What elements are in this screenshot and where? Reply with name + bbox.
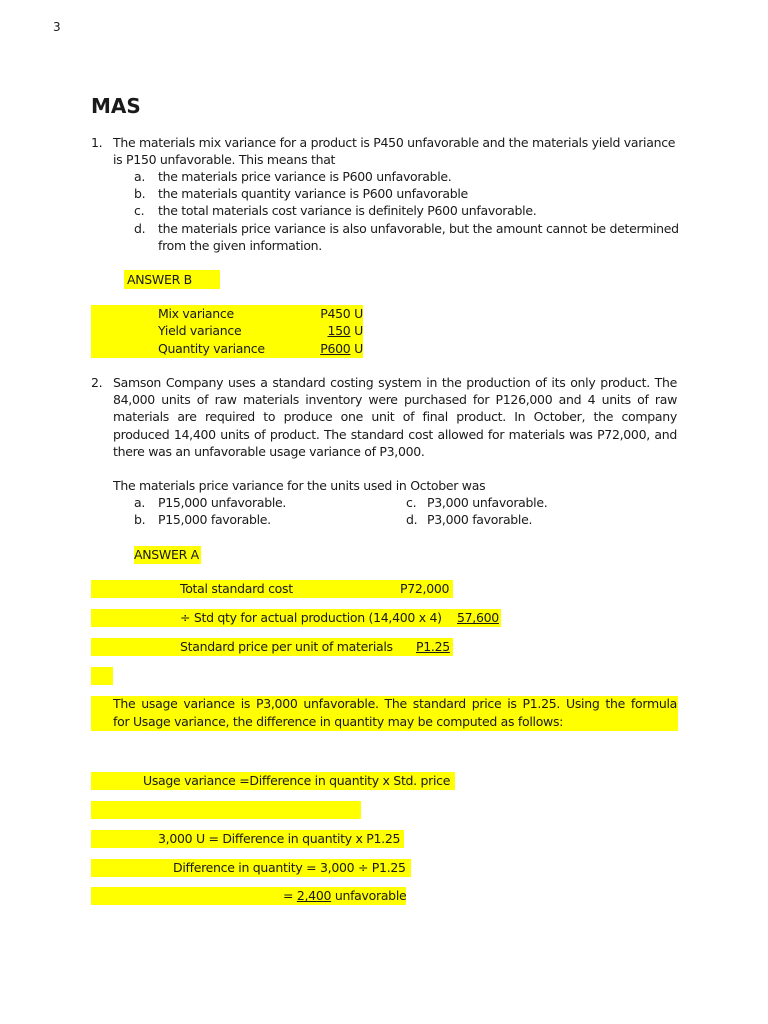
calc-value: P1.25 xyxy=(416,639,450,654)
choice-letter: c. xyxy=(406,495,417,510)
choice-text: P15,000 unfavorable. xyxy=(158,495,287,510)
question-number: 1. xyxy=(91,135,103,150)
choice-text: P3,000 favorable. xyxy=(427,512,533,527)
formula-line: 3,000 U = Difference in quantity x P1.25 xyxy=(158,831,401,846)
question-stem-line: is P150 unfavorable. This means that xyxy=(113,152,336,167)
choice-letter: a. xyxy=(134,169,146,184)
choice-text: the materials quantity variance is P600 unfavorable xyxy=(158,186,468,201)
choice-text: the total materials cost variance is definitely P600 unfavorable. xyxy=(158,203,537,218)
formula-line: Usage variance =Difference in quantity x Std. price xyxy=(143,773,451,788)
formula-line: Difference in quantity = 3,000 ÷ P1.25 xyxy=(173,860,406,875)
table-row-value: 150 U xyxy=(327,323,363,338)
question-stem-line: Samson Company uses a standard costing system in the production of its only product. The xyxy=(113,375,677,390)
question-stem-line: materials are required to produce one unit of final product. In October, the company xyxy=(113,409,677,424)
calc-label: Standard price per unit of materials xyxy=(180,639,393,654)
choice-letter: b. xyxy=(134,186,146,201)
calc-label: Total standard cost xyxy=(180,581,293,596)
table-row-label: Yield variance xyxy=(158,323,242,338)
choice-text: P15,000 favorable. xyxy=(158,512,271,527)
choice-letter: b. xyxy=(134,512,146,527)
page-number: 3 xyxy=(53,20,61,34)
choice-text: the materials price variance is P600 unfavorable. xyxy=(158,169,452,184)
formula-result: = 2,400 unfavorable xyxy=(283,888,407,903)
choice-letter: c. xyxy=(134,203,145,218)
question-stem-line: The materials mix variance for a product is P450 unfavorable and the materials yield variance xyxy=(113,135,676,150)
empty-row-highlight xyxy=(91,801,361,819)
question-number: 2. xyxy=(91,375,103,390)
table-row-value: P450 U xyxy=(320,306,363,321)
question-stem-line: 84,000 units of raw materials inventory were purchased for P126,000 and 4 units of raw xyxy=(113,392,677,407)
page-title: MAS xyxy=(91,94,141,118)
calc-value: 57,600 xyxy=(457,610,499,625)
explanation-line: The usage variance is P3,000 unfavorable. The standard price is P1.25. Using the formula xyxy=(113,696,677,711)
table-row-label: Quantity variance xyxy=(158,341,265,356)
table-row-value: P600 U xyxy=(320,341,363,356)
question-stem-line: produced 14,400 units of product. The standard cost allowed for materials was P72,000, and xyxy=(113,427,677,442)
calc-value: P72,000 xyxy=(400,581,450,596)
answer-label: ANSWER A xyxy=(134,547,199,562)
choice-letter: d. xyxy=(134,221,146,236)
table-row-label: Mix variance xyxy=(158,306,234,321)
choice-letter: d. xyxy=(406,512,418,527)
calc-label: ÷ Std qty for actual production (14,400 x 4) xyxy=(180,610,442,625)
choice-text: the materials price variance is also unfavorable, but the amount cannot be determined xyxy=(158,221,679,236)
answer-label: ANSWER B xyxy=(124,270,220,289)
choice-text-continued: from the given information. xyxy=(158,238,322,253)
explanation-line: for Usage variance, the difference in quantity may be computed as follows: xyxy=(113,714,564,729)
empty-row-highlight xyxy=(91,667,113,685)
question-prompt: The materials price variance for the units used in October was xyxy=(113,478,486,493)
choice-text: P3,000 unfavorable. xyxy=(427,495,548,510)
choice-letter: a. xyxy=(134,495,146,510)
question-stem-line: there was an unfavorable usage variance of P3,000. xyxy=(113,444,425,459)
